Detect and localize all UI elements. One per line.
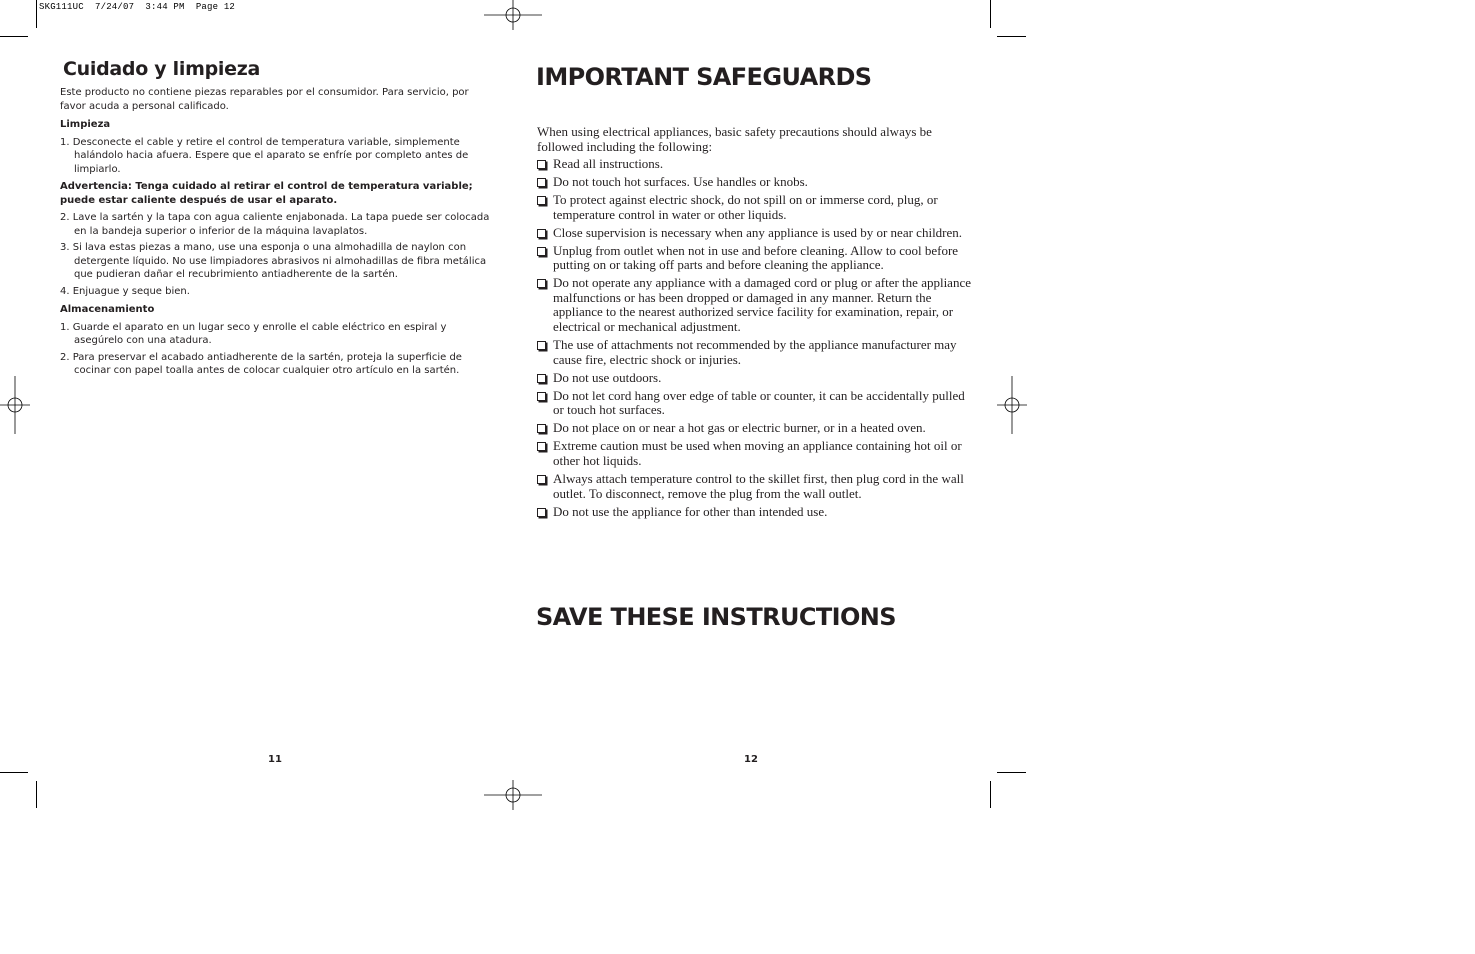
list-item: Do not use the appliance for other than intended use. (537, 505, 976, 520)
list-item: Extreme caution must be used when moving an appliance containing hot oil or other hot liquids. (537, 439, 976, 468)
list-item: The use of attachments not recommended by the appliance manufacturer may cause fire, electric shock or injuries. (537, 338, 976, 367)
list-item: Do not let cord hang over edge of table or counter, it can be accidentally pulled or touch hot surfaces. (537, 389, 976, 418)
page-title: Cuidado y limpieza (63, 58, 260, 80)
checkbox-bullet-icon (537, 341, 546, 350)
crop-mark (0, 36, 28, 37)
storage-list (60, 321, 490, 378)
cleaning-list-b (60, 211, 490, 298)
checkbox-bullet-icon (537, 247, 546, 256)
page-title: IMPORTANT SAFEGUARDS (536, 63, 872, 91)
crop-mark (997, 36, 1026, 37)
registration-mark-icon (484, 0, 542, 30)
warning-text: Advertencia: Tenga cuidado al retirar el control de temperatura variable; puede estar caliente después de usar el aparato. (60, 181, 473, 206)
intro-text: When using electrical appliances, basic safety precautions should always be followed including the following: (537, 124, 932, 154)
list-item: Do not place on or near a hot gas or electric burner, or in a heated oven. (537, 421, 976, 436)
print-slug: SKG111UC 7/24/07 3:44 PM Page 12 (39, 2, 236, 12)
list-item: 2. Lave la sartén y la tapa con agua caliente enjabonada. La tapa puede ser colocada en la bandeja superior o inferior de la máquina lavaplatos. (60, 212, 490, 237)
checkbox-bullet-icon (537, 160, 546, 169)
list-item: Read all instructions. (537, 157, 976, 172)
section-heading-cleaning: Limpieza (60, 119, 111, 130)
list-item: 2. Para preservar el acabado antiadherente de la sartén, proteja la superficie de cocinar con papel toalla antes de colocar cualquier otro artículo en la sartén. (60, 351, 462, 376)
list-item: 3. Si lava estas piezas a mano, use una esponja o una almohadilla de naylon con detergente líquido. No use limpiadores abrasivos ni almohadillas de fibra metálica que pudieran dañar el recubrimiento antiadherente de la sartén. (60, 242, 487, 280)
checkbox-bullet-icon (537, 229, 546, 238)
list-item: To protect against electric shock, do not spill on or immerse cord, plug, or temperature control in water or other liquids. (537, 193, 976, 222)
list-item: Always attach temperature control to the skillet first, then plug cord in the wall outlet. To disconnect, remove the plug from the wall outlet. (537, 472, 976, 501)
crop-mark (36, 0, 37, 28)
left-page-content (60, 56, 490, 381)
right-page-content (536, 58, 976, 523)
checkbox-bullet-icon (537, 279, 546, 288)
registration-mark-icon (484, 780, 542, 810)
list-item: 1. Guarde el aparato en un lugar seco y enrolle el cable eléctrico en espiral y asegúrelo con una atadura. (60, 321, 447, 346)
registration-mark-icon (997, 376, 1027, 434)
page-number-left: 11 (268, 754, 282, 765)
crop-mark (0, 772, 28, 773)
list-item: Do not touch hot surfaces. Use handles or knobs. (537, 175, 976, 190)
checkbox-bullet-icon (537, 392, 546, 401)
checkbox-bullet-icon (537, 508, 546, 517)
save-instructions-heading: SAVE THESE INSTRUCTIONS (536, 603, 896, 631)
list-item: Close supervision is necessary when any appliance is used by or near children. (537, 226, 976, 241)
checkbox-bullet-icon (537, 196, 546, 205)
crop-mark (990, 0, 991, 28)
checkbox-bullet-icon (537, 475, 546, 484)
list-item: 4. Enjuague y seque bien. (60, 285, 190, 297)
checkbox-bullet-icon (537, 424, 546, 433)
cleaning-list-a (60, 136, 490, 177)
safeguards-list (536, 157, 976, 519)
list-item: 1. Desconecte el cable y retire el control de temperatura variable, simplemente halándolo hacia afuera. Espere que el aparato se enfríe por completo antes de limpiarlo. (60, 136, 469, 175)
checkbox-bullet-icon (537, 178, 546, 187)
list-item: Unplug from outlet when not in use and before cleaning. Allow to cool before putting on or taking off parts and before cleaning the appliance. (537, 244, 976, 273)
intro-text: Este producto no contiene piezas reparables por el consumidor. Para servicio, por favor acuda a personal calificado. (60, 87, 469, 112)
list-item: Do not operate any appliance with a damaged cord or plug or after the appliance malfunctions or has been dropped or damaged in any manner. Return the appliance to the nearest authorized service facility for examination, repair, or electrical or mechanical adjustment. (537, 276, 976, 334)
checkbox-bullet-icon (537, 442, 546, 451)
crop-mark (997, 772, 1026, 773)
page-number-right: 12 (744, 754, 758, 765)
checkbox-bullet-icon (537, 374, 546, 383)
crop-mark (990, 781, 991, 808)
list-item: Do not use outdoors. (537, 371, 976, 386)
section-heading-storage: Almacenamiento (60, 304, 155, 315)
registration-mark-icon (0, 376, 30, 434)
crop-mark (36, 781, 37, 808)
